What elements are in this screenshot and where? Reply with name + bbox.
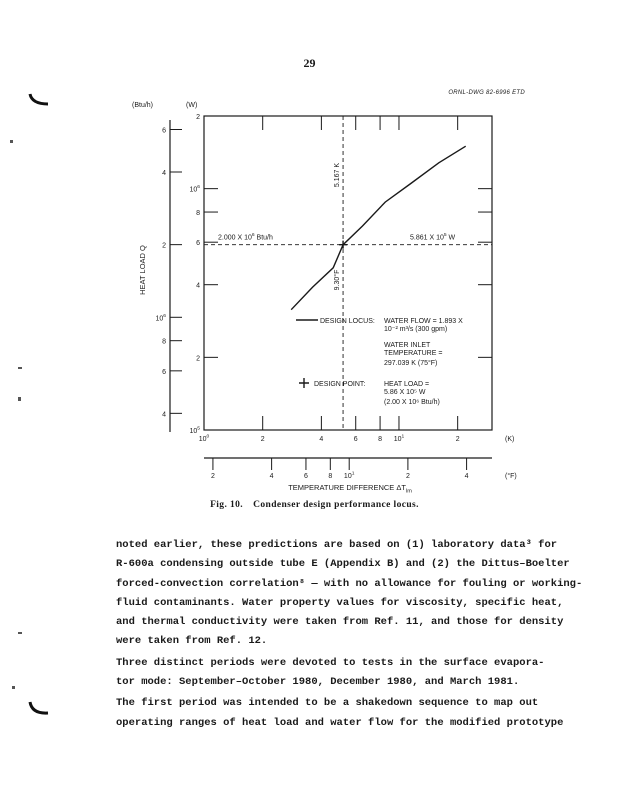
x-tick-f-label: 4 <box>269 473 274 480</box>
legend-point-label: DESIGN POINT: <box>314 381 366 388</box>
margin-dot <box>12 686 15 689</box>
body-line: and thermal conductivity were taken from Ref. 11, and those for density <box>116 616 564 629</box>
x-tick-k-label: $10^0$ <box>198 434 210 443</box>
y-unit-w: (W) <box>186 102 198 109</box>
y-tick-btu-label: $10^6$ <box>155 313 166 323</box>
design-locus-line <box>291 146 466 310</box>
y-tick-w-label: 8 <box>196 210 200 218</box>
y-tick-btu-label: 6 <box>162 127 166 135</box>
y-tick-btu-label: 4 <box>162 411 166 419</box>
x-tick-k-label: 6 <box>353 436 358 443</box>
legend-point-line: HEAT LOAD = <box>384 381 430 388</box>
body-line: R-600a condensing outside tube E (Appendix B) and (2) the Dittus–Boelter <box>116 558 570 571</box>
vline-top-label: 5.167 K <box>334 162 342 188</box>
y-tick-w-label: 6 <box>196 240 200 248</box>
page-number: 29 <box>303 56 316 70</box>
x-tick-k-label: $10^1$ <box>393 434 405 443</box>
x-axis-title: TEMPERATURE DIFFERENCE $\Delta T_{lm}$ <box>288 483 412 495</box>
body-line: were taken from Ref. 12. <box>116 635 268 648</box>
body-line: The first period was intended to be a shakedown sequence to map out <box>116 697 539 710</box>
margin-dot <box>18 632 22 634</box>
body-line: tor mode: September–October 1980, December 1980, and March 1981. <box>116 676 520 689</box>
x-tick-k-label: 4 <box>319 436 324 443</box>
legend-point-line: 5.86 X 10⁵ W <box>384 389 426 396</box>
legend-locus-label: DESIGN LOCUS: <box>320 318 375 325</box>
hline-right-label: 5.861 X $10^5$ W <box>410 233 456 242</box>
legend-locus-line: TEMPERATURE = <box>384 350 443 357</box>
x-tick-k-label: 2 <box>260 436 265 443</box>
vline-bottom-label: 9.30°F <box>334 269 342 291</box>
caption-title: Condenser design performance locus. <box>253 500 419 510</box>
legend-locus-line: WATER FLOW = 1.893 X <box>384 318 463 325</box>
y-tick-btu-label: 6 <box>162 368 166 376</box>
binding-mark-bottom <box>28 700 50 718</box>
legend-locus-line: WATER INLET <box>384 342 431 349</box>
y-unit-btu: (Btu/h) <box>132 102 154 109</box>
body-line: forced-convection correlation⁸ — with no allowance for fouling or working- <box>116 577 583 590</box>
y-axis-title: HEAT LOAD Q <box>138 245 147 295</box>
x-tick-f-label: $10^1$ <box>343 471 355 480</box>
x-unit-f: (°F) <box>505 473 517 480</box>
y-tick-btu-label: 8 <box>162 338 166 346</box>
x-tick-f-label: 4 <box>464 473 469 480</box>
x-tick-k-label: 2 <box>455 436 460 443</box>
legend-point-swatch <box>299 378 309 388</box>
hline-left-label: 2.000 X $10^6$ Btu/h <box>218 233 273 242</box>
x-tick-f-label: 2 <box>405 473 410 480</box>
x-tick-k-label: 8 <box>378 436 383 443</box>
x-unit-k: (K) <box>505 436 515 443</box>
x-tick-f-label: 8 <box>328 473 333 480</box>
y-tick-w-label: $10^5$ <box>189 426 200 435</box>
body-line: fluid contaminants. Water property values for viscosity, specific heat, <box>116 596 564 609</box>
body-line: Three distinct periods were devoted to tests in the surface evapora- <box>116 656 545 669</box>
drawing-id: ORNL-DWG 82-6996 ETD <box>448 90 525 96</box>
y-tick-btu-label: 4 <box>162 169 166 177</box>
body-line: noted earlier, these predictions are based on (1) laboratory data³ for <box>116 539 558 551</box>
x-tick-f-label: 2 <box>210 473 215 480</box>
y-tick-w-label: 2 <box>196 355 200 363</box>
body-text <box>116 536 583 733</box>
y-tick-w-label: $10^6$ <box>189 185 200 194</box>
x-tick-f-label: 6 <box>303 473 308 480</box>
y-tick-w-label: 2 <box>196 114 200 121</box>
legend-point-line: (2.00 X 10⁶ Btu/h) <box>384 399 440 406</box>
caption-label: Fig. 10. <box>210 500 244 510</box>
legend-locus-line: 10⁻² m³/s (300 gpm) <box>384 326 448 333</box>
body-line: operating ranges of heat load and water flow for the modified prototype <box>116 716 564 729</box>
y-tick-w-label: 4 <box>196 282 200 290</box>
y-tick-btu-label: 2 <box>162 242 166 250</box>
figure-caption <box>0 500 619 510</box>
legend-locus-line: 297.039 K (75°F) <box>384 360 438 367</box>
